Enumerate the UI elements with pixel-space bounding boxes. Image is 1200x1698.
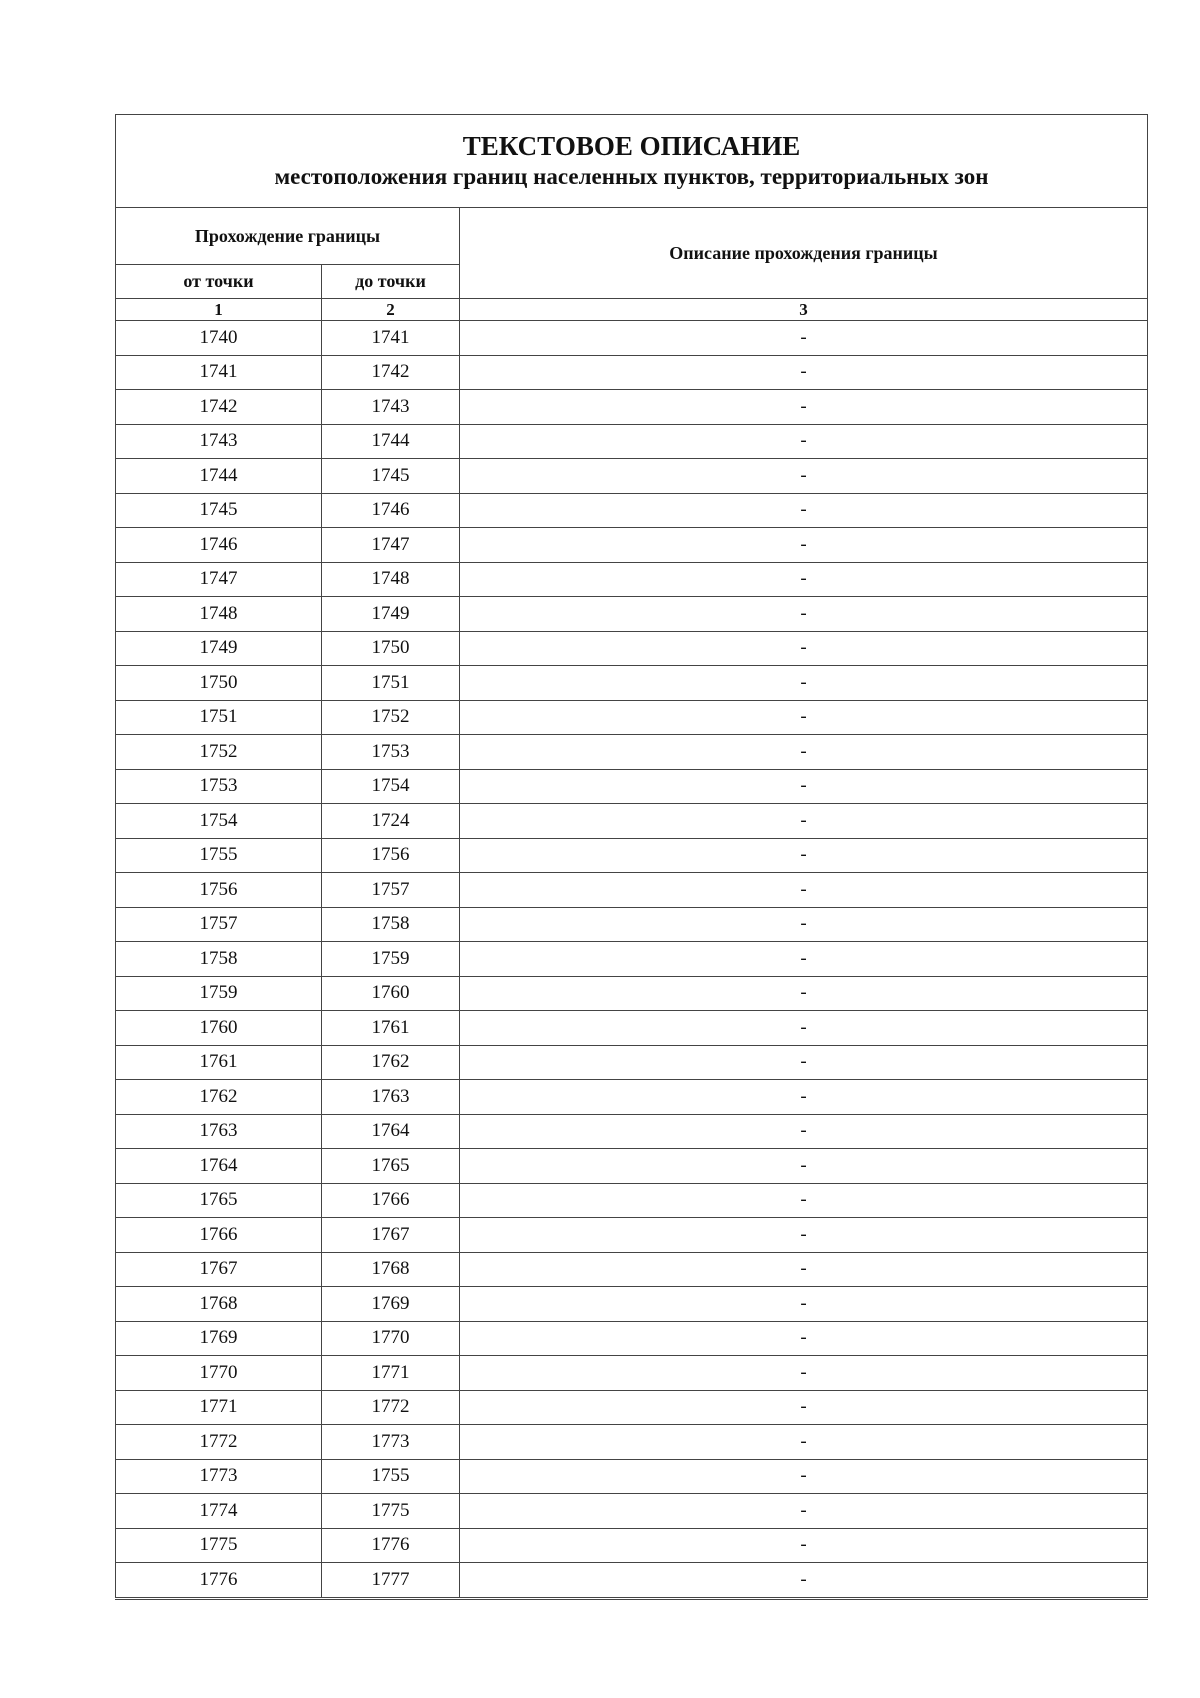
cell-description: - bbox=[460, 804, 1148, 839]
column-number-2: 2 bbox=[322, 299, 460, 321]
cell-to-point: 1752 bbox=[322, 700, 460, 735]
table-body bbox=[116, 115, 1148, 1599]
cell-to-point: 1773 bbox=[322, 1425, 460, 1460]
cell-description: - bbox=[460, 1149, 1148, 1184]
cell-to-point: 1762 bbox=[322, 1045, 460, 1080]
cell-description: - bbox=[460, 1080, 1148, 1115]
cell-to-point: 1776 bbox=[322, 1528, 460, 1563]
column-number-1: 1 bbox=[116, 299, 322, 321]
cell-from-point: 1767 bbox=[116, 1252, 322, 1287]
header-row-group bbox=[116, 208, 1148, 265]
table-row bbox=[116, 700, 1148, 735]
table-row bbox=[116, 1114, 1148, 1149]
cell-description: - bbox=[460, 1563, 1148, 1599]
cell-to-point: 1724 bbox=[322, 804, 460, 839]
cell-from-point: 1766 bbox=[116, 1218, 322, 1253]
cell-to-point: 1750 bbox=[322, 631, 460, 666]
cell-to-point: 1751 bbox=[322, 666, 460, 701]
table-row bbox=[116, 390, 1148, 425]
cell-description: - bbox=[460, 390, 1148, 425]
cell-to-point: 1755 bbox=[322, 1459, 460, 1494]
cell-from-point: 1771 bbox=[116, 1390, 322, 1425]
table-row bbox=[116, 804, 1148, 839]
cell-description: - bbox=[460, 1356, 1148, 1391]
cell-description: - bbox=[460, 597, 1148, 632]
table-row bbox=[116, 1045, 1148, 1080]
cell-description: - bbox=[460, 1459, 1148, 1494]
cell-to-point: 1761 bbox=[322, 1011, 460, 1046]
cell-description: - bbox=[460, 976, 1148, 1011]
cell-from-point: 1751 bbox=[116, 700, 322, 735]
boundary-description-table bbox=[115, 114, 1148, 1600]
cell-description: - bbox=[460, 838, 1148, 873]
cell-to-point: 1753 bbox=[322, 735, 460, 770]
cell-description: - bbox=[460, 1425, 1148, 1460]
table-row bbox=[116, 631, 1148, 666]
cell-from-point: 1776 bbox=[116, 1563, 322, 1599]
cell-to-point: 1763 bbox=[322, 1080, 460, 1115]
table-row bbox=[116, 321, 1148, 356]
cell-from-point: 1757 bbox=[116, 907, 322, 942]
table-row bbox=[116, 1183, 1148, 1218]
cell-to-point: 1749 bbox=[322, 597, 460, 632]
cell-to-point: 1747 bbox=[322, 528, 460, 563]
cell-from-point: 1758 bbox=[116, 942, 322, 977]
cell-from-point: 1764 bbox=[116, 1149, 322, 1184]
cell-to-point: 1759 bbox=[322, 942, 460, 977]
cell-description: - bbox=[460, 1528, 1148, 1563]
cell-from-point: 1746 bbox=[116, 528, 322, 563]
cell-from-point: 1770 bbox=[116, 1356, 322, 1391]
cell-from-point: 1775 bbox=[116, 1528, 322, 1563]
cell-from-point: 1744 bbox=[116, 459, 322, 494]
cell-description: - bbox=[460, 735, 1148, 770]
cell-description: - bbox=[460, 1114, 1148, 1149]
table-row bbox=[116, 838, 1148, 873]
cell-to-point: 1767 bbox=[322, 1218, 460, 1253]
cell-from-point: 1749 bbox=[116, 631, 322, 666]
cell-description: - bbox=[460, 700, 1148, 735]
cell-from-point: 1760 bbox=[116, 1011, 322, 1046]
cell-description: - bbox=[460, 1045, 1148, 1080]
cell-to-point: 1764 bbox=[322, 1114, 460, 1149]
cell-description: - bbox=[460, 1011, 1148, 1046]
cell-description: - bbox=[460, 355, 1148, 390]
cell-to-point: 1772 bbox=[322, 1390, 460, 1425]
cell-to-point: 1768 bbox=[322, 1252, 460, 1287]
cell-to-point: 1770 bbox=[322, 1321, 460, 1356]
cell-from-point: 1755 bbox=[116, 838, 322, 873]
cell-description: - bbox=[460, 769, 1148, 804]
cell-description: - bbox=[460, 1218, 1148, 1253]
cell-to-point: 1743 bbox=[322, 390, 460, 425]
cell-from-point: 1750 bbox=[116, 666, 322, 701]
cell-from-point: 1742 bbox=[116, 390, 322, 425]
title-row bbox=[116, 115, 1148, 208]
cell-from-point: 1772 bbox=[116, 1425, 322, 1460]
cell-description: - bbox=[460, 1390, 1148, 1425]
cell-from-point: 1740 bbox=[116, 321, 322, 356]
header-from-point: от точки bbox=[116, 265, 322, 299]
table-row bbox=[116, 1494, 1148, 1529]
cell-from-point: 1761 bbox=[116, 1045, 322, 1080]
title-cell bbox=[116, 115, 1148, 208]
table-row bbox=[116, 1011, 1148, 1046]
table-row bbox=[116, 1149, 1148, 1184]
table-row bbox=[116, 1321, 1148, 1356]
table-row bbox=[116, 1356, 1148, 1391]
table-row bbox=[116, 1425, 1148, 1460]
table-row bbox=[116, 1528, 1148, 1563]
cell-from-point: 1745 bbox=[116, 493, 322, 528]
cell-from-point: 1754 bbox=[116, 804, 322, 839]
cell-description: - bbox=[460, 1252, 1148, 1287]
table-row bbox=[116, 493, 1148, 528]
cell-description: - bbox=[460, 1287, 1148, 1322]
cell-description: - bbox=[460, 1183, 1148, 1218]
cell-from-point: 1741 bbox=[116, 355, 322, 390]
cell-to-point: 1745 bbox=[322, 459, 460, 494]
table-row bbox=[116, 873, 1148, 908]
table-row bbox=[116, 562, 1148, 597]
cell-from-point: 1773 bbox=[116, 1459, 322, 1494]
cell-from-point: 1747 bbox=[116, 562, 322, 597]
cell-to-point: 1775 bbox=[322, 1494, 460, 1529]
table-row bbox=[116, 1080, 1148, 1115]
cell-to-point: 1766 bbox=[322, 1183, 460, 1218]
cell-description: - bbox=[460, 321, 1148, 356]
cell-to-point: 1760 bbox=[322, 976, 460, 1011]
cell-to-point: 1756 bbox=[322, 838, 460, 873]
cell-from-point: 1765 bbox=[116, 1183, 322, 1218]
cell-from-point: 1753 bbox=[116, 769, 322, 804]
cell-from-point: 1748 bbox=[116, 597, 322, 632]
cell-description: - bbox=[460, 1494, 1148, 1529]
cell-from-point: 1769 bbox=[116, 1321, 322, 1356]
cell-to-point: 1777 bbox=[322, 1563, 460, 1599]
cell-description: - bbox=[460, 424, 1148, 459]
table-row bbox=[116, 735, 1148, 770]
cell-from-point: 1756 bbox=[116, 873, 322, 908]
cell-from-point: 1774 bbox=[116, 1494, 322, 1529]
table-row bbox=[116, 1563, 1148, 1599]
cell-from-point: 1762 bbox=[116, 1080, 322, 1115]
document-title: ТЕКСТОВОЕ ОПИСАНИЕ bbox=[462, 131, 801, 161]
table-row bbox=[116, 976, 1148, 1011]
table-row bbox=[116, 528, 1148, 563]
cell-description: - bbox=[460, 631, 1148, 666]
cell-description: - bbox=[460, 459, 1148, 494]
table-row bbox=[116, 597, 1148, 632]
cell-description: - bbox=[460, 1321, 1148, 1356]
header-description: Описание прохождения границы bbox=[460, 208, 1148, 299]
cell-description: - bbox=[460, 562, 1148, 597]
table-row bbox=[116, 666, 1148, 701]
table-row bbox=[116, 942, 1148, 977]
header-row-numbers bbox=[116, 299, 1148, 321]
cell-to-point: 1744 bbox=[322, 424, 460, 459]
cell-to-point: 1742 bbox=[322, 355, 460, 390]
cell-to-point: 1741 bbox=[322, 321, 460, 356]
cell-to-point: 1769 bbox=[322, 1287, 460, 1322]
cell-description: - bbox=[460, 528, 1148, 563]
cell-description: - bbox=[460, 666, 1148, 701]
document-subtitle: местоположения границ населенных пунктов, территориальных зон bbox=[274, 164, 989, 189]
table-row bbox=[116, 769, 1148, 804]
table-row bbox=[116, 424, 1148, 459]
cell-description: - bbox=[460, 873, 1148, 908]
cell-from-point: 1743 bbox=[116, 424, 322, 459]
cell-to-point: 1771 bbox=[322, 1356, 460, 1391]
cell-to-point: 1754 bbox=[322, 769, 460, 804]
header-to-point: до точки bbox=[322, 265, 460, 299]
table-row bbox=[116, 1252, 1148, 1287]
header-boundary-group: Прохождение границы bbox=[116, 208, 460, 265]
table-row bbox=[116, 1218, 1148, 1253]
table-row bbox=[116, 355, 1148, 390]
cell-from-point: 1768 bbox=[116, 1287, 322, 1322]
cell-to-point: 1748 bbox=[322, 562, 460, 597]
table-row bbox=[116, 907, 1148, 942]
cell-from-point: 1759 bbox=[116, 976, 322, 1011]
table-row bbox=[116, 1390, 1148, 1425]
cell-from-point: 1763 bbox=[116, 1114, 322, 1149]
table-row bbox=[116, 1459, 1148, 1494]
cell-description: - bbox=[460, 942, 1148, 977]
table-row bbox=[116, 459, 1148, 494]
cell-to-point: 1757 bbox=[322, 873, 460, 908]
cell-to-point: 1746 bbox=[322, 493, 460, 528]
cell-to-point: 1758 bbox=[322, 907, 460, 942]
cell-from-point: 1752 bbox=[116, 735, 322, 770]
cell-to-point: 1765 bbox=[322, 1149, 460, 1184]
cell-description: - bbox=[460, 907, 1148, 942]
column-number-3: 3 bbox=[460, 299, 1148, 321]
table-row bbox=[116, 1287, 1148, 1322]
cell-description: - bbox=[460, 493, 1148, 528]
